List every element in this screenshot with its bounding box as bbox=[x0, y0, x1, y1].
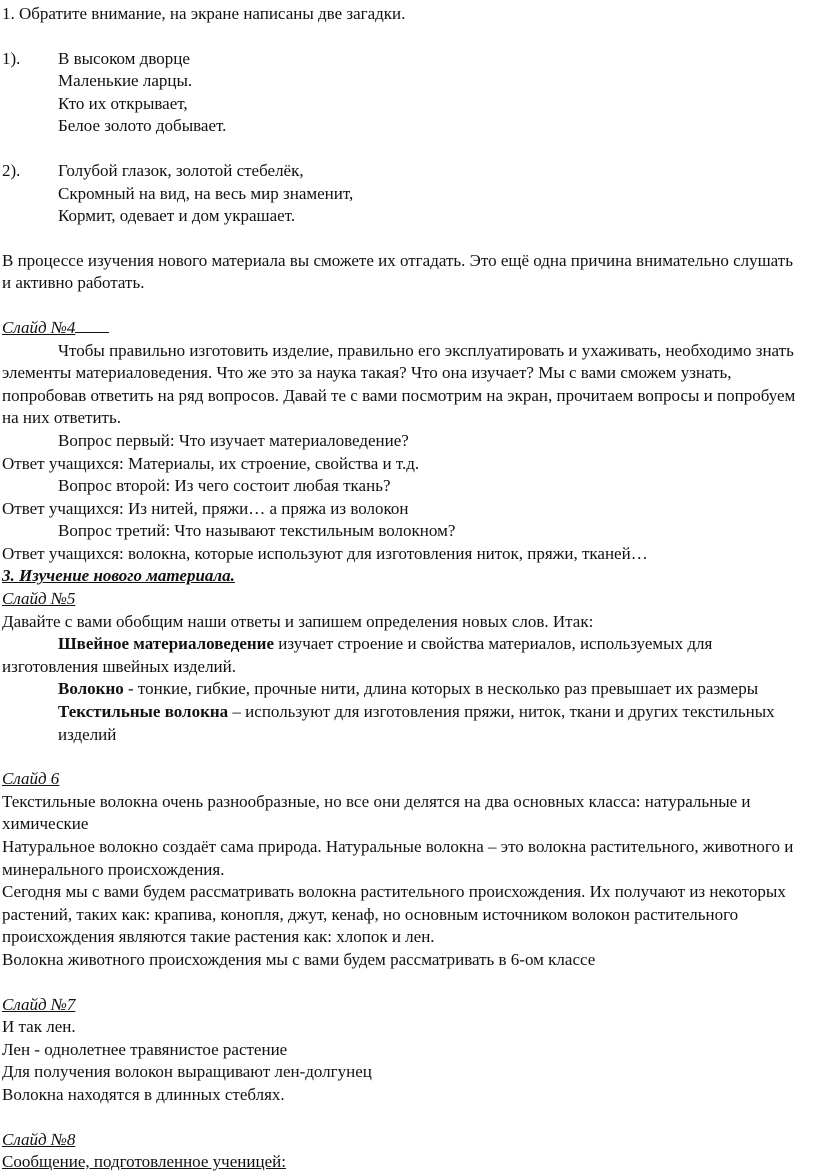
slide-5-heading: Слайд №5 bbox=[2, 589, 76, 609]
riddle-line: Маленькие ларцы. bbox=[58, 71, 193, 91]
slide-7-line: И так лен. bbox=[2, 1017, 76, 1037]
heading-underline-tail bbox=[75, 318, 109, 333]
slide-7-line: Для получения волокон выращивают лен-долгунец bbox=[2, 1062, 372, 1082]
question-3: Вопрос третий: Что называют текстильным волокном? bbox=[58, 521, 456, 541]
term: Волокно bbox=[58, 679, 124, 699]
riddle-line: Кто их открывает, bbox=[58, 93, 188, 113]
section-3-heading: 3. Изучение нового материала. bbox=[2, 566, 235, 586]
slide-5-intro: Давайте с вами обобщим наши ответы и запишем определения новых слов. Итак: bbox=[2, 611, 594, 631]
riddle-1 bbox=[2, 48, 802, 138]
slide-7-line: Волокна находятся в длинных стеблях. bbox=[2, 1084, 285, 1104]
slide-7-heading: Слайд №7 bbox=[2, 994, 76, 1014]
answer-3: Ответ учащихся: волокна, которые используют для изготовления ниток, пряжи, тканей… bbox=[2, 543, 648, 563]
definition-textile-fibers bbox=[2, 701, 802, 746]
term: Текстильные волокна bbox=[58, 702, 229, 722]
riddle-2 bbox=[2, 160, 802, 228]
slide-6-paragraph-2: Натуральное волокно создаёт сама природа. Натуральные волокна – это волокна растительного, животного и минерального происхождения. bbox=[2, 837, 794, 879]
slide-6-paragraph-4: Волокна животного происхождения мы с вами будем рассматривать в 6-ом классе bbox=[2, 949, 596, 969]
definition-text: – используют для изготовления пряжи, ниток, ткани и других текстильных изделий bbox=[58, 702, 775, 744]
riddle-line: В высоком дворце bbox=[58, 48, 190, 68]
riddle-line: Белое золото добывает. bbox=[58, 116, 227, 136]
riddle-number: 1). bbox=[2, 48, 21, 68]
document-page bbox=[2, 3, 802, 1174]
intro-line: 1. Обратите внимание, на экране написаны две загадки. bbox=[2, 4, 406, 23]
question-1: Вопрос первый: Что изучает материаловедение? bbox=[58, 430, 409, 450]
question-2: Вопрос второй: Из чего состоит любая ткань? bbox=[58, 476, 391, 496]
motivation-paragraph: В процессе изучения нового материала вы сможете их отгадать. Это ещё одна причина внимательно слушать и активно работать. bbox=[2, 250, 793, 293]
definition-sewing-materials bbox=[2, 633, 802, 678]
slide-6-paragraph-3: Сегодня мы с вами будем рассматривать волокна растительного происхождения. Их получают из некоторых растений, таких как: крапива, конопля, джут, кенаф, но основным источником волокон растительного происхождения являются такие растения как: хлопок и лен. bbox=[2, 882, 786, 947]
slide-6-heading: Слайд 6 bbox=[2, 769, 60, 789]
definition-text: - тонкие, гибкие, прочные нити, длина которых в несколько раз превышает их размеры bbox=[123, 679, 759, 699]
slide-4-paragraph: Чтобы правильно изготовить изделие, правильно его эксплуатировать и ухаживать, необходимо знать элементы материаловедения. Что же это за наука такая? Что она изучает? Мы с вами сможем узнать, попробовав ответить на ряд вопросов. Давай те с вами посмотрим на экран, прочитаем вопросы и попробуем на них ответить. bbox=[2, 340, 796, 428]
slide-heading-text: Слайд №4 bbox=[2, 317, 76, 337]
slide-4-heading bbox=[2, 317, 802, 340]
definition-fiber bbox=[2, 678, 802, 701]
riddle-line: Голубой глазок, золотой стебелёк, bbox=[58, 160, 304, 180]
slide-8-heading: Слайд №8 bbox=[2, 1129, 76, 1149]
answer-2: Ответ учащихся: Из нитей, пряжи… а пряжа из волокон bbox=[2, 498, 409, 518]
slide-6-paragraph-1: Текстильные волокна очень разнообразные, но все они делятся на два основных класса: натуральные и химические bbox=[2, 791, 751, 834]
term: Швейное материаловедение bbox=[58, 634, 274, 654]
definition-text: изучает строение и свойства материалов, используемых для изготовления швейных изделий. bbox=[2, 634, 713, 676]
slide-8-line: Сообщение, подготовленное ученицей: bbox=[2, 1152, 286, 1172]
riddle-line: Скромный на вид, на весь мир знаменит, bbox=[58, 183, 354, 203]
riddle-line: Кормит, одевает и дом украшает. bbox=[58, 206, 296, 226]
answer-1: Ответ учащихся: Материалы, их строение, свойства и т.д. bbox=[2, 453, 420, 473]
slide-7-line: Лен - однолетнее травянистое растение bbox=[2, 1039, 288, 1059]
riddle-number: 2). bbox=[2, 160, 21, 180]
